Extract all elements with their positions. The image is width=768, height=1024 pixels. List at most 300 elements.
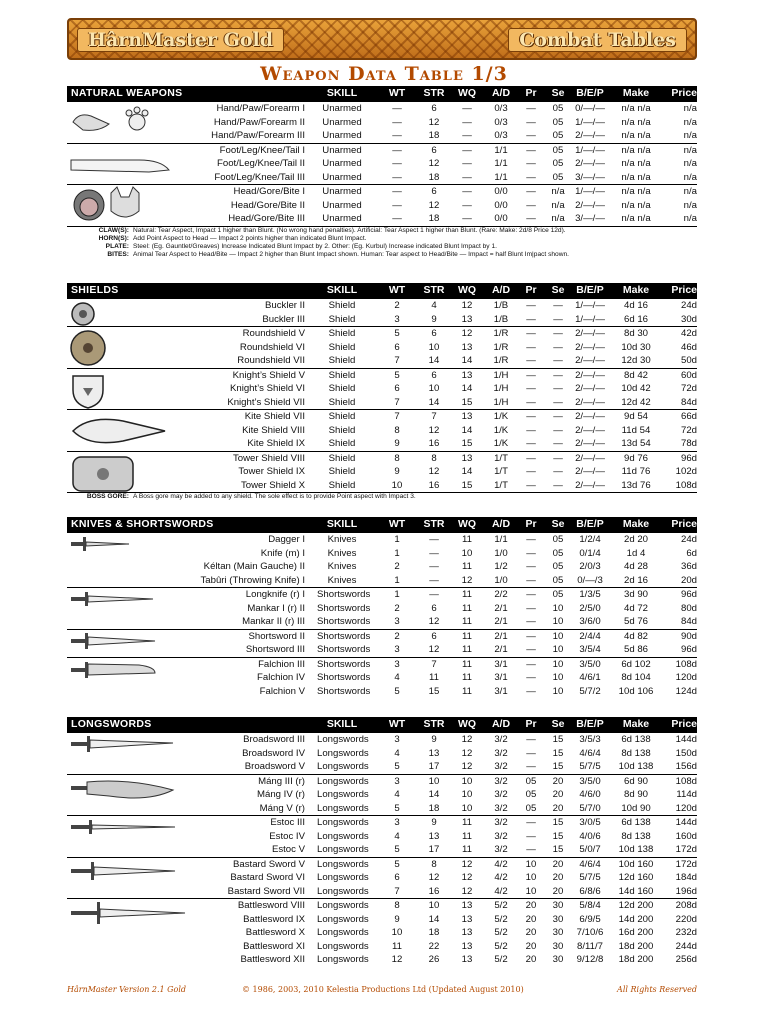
str-cell: 14 — [428, 355, 440, 366]
bep-cell: 2/—/— — [575, 466, 605, 477]
price-cell: 80d — [680, 602, 697, 614]
make-cell: 10d 138 — [618, 761, 654, 772]
str-cell: 12 — [428, 466, 440, 477]
make-cell: 8d 138 — [621, 830, 651, 842]
name-cell: Roundshield V — [242, 328, 305, 339]
name-cell: Battlesword X — [245, 927, 305, 938]
se-cell: 20 — [552, 872, 564, 883]
se-cell: — — [553, 479, 563, 491]
note-text: Add Point Aspect to Head — Impact 2 points higher than indicated Blunt Impact. — [133, 234, 367, 242]
ad-cell: 1/R — [493, 341, 509, 353]
wq-cell: 11 — [462, 672, 472, 683]
skill-cell: Shortswords — [317, 602, 371, 614]
se-cell: — — [553, 313, 563, 325]
se-cell: 20 — [552, 775, 564, 787]
str-cell: 7 — [431, 658, 437, 670]
ad-cell: 3/2 — [494, 830, 508, 842]
ad-cell: 1/0 — [494, 574, 508, 586]
pr-cell: — — [526, 589, 536, 600]
price-cell: n/a — [683, 144, 697, 156]
se-cell: 05 — [552, 103, 564, 114]
pr-cell: — — [526, 328, 536, 339]
make-cell: 6d 16 — [623, 313, 648, 325]
table-row — [67, 452, 697, 466]
se-cell: 05 — [552, 561, 564, 572]
column-header: Se — [551, 284, 565, 296]
wq-cell: — — [462, 158, 472, 169]
str-cell: — — [429, 534, 439, 545]
se-cell: — — [553, 438, 563, 449]
column-header: Pr — [525, 718, 537, 730]
name-cell: Hand/Paw/Forearm I — [216, 103, 305, 114]
name-cell: Máng III (r) — [258, 775, 305, 787]
column-header: STR — [423, 284, 445, 296]
bep-cell: 1/—/— — [575, 313, 605, 325]
wt-cell: — — [392, 171, 402, 183]
column-header: WT — [388, 284, 406, 296]
skill-cell: Shield — [328, 424, 356, 436]
price-cell: 90d — [680, 630, 697, 642]
skill-cell: Shield — [328, 438, 356, 449]
name-cell: Knife (m) I — [260, 547, 305, 559]
note-text: Animal Tear Aspect to Head/Bite — Impact 2 higher than Blunt Impact shown. Human: Tear aspect to Head/Bite — Impact = half Blunt Im|pact shown. — [133, 251, 569, 259]
wq-cell: 15 — [461, 438, 473, 449]
bep-cell: 2/—/— — [575, 341, 605, 353]
column-header: STR — [423, 718, 445, 730]
section-title: SHIELDS — [71, 284, 119, 296]
price-cell: 72d — [680, 383, 697, 394]
name-cell: Roundshield VI — [239, 341, 305, 353]
name-cell: Hand/Paw/Forearm II — [213, 116, 305, 128]
bep-cell: 2/—/— — [575, 369, 605, 381]
weapon-group — [67, 184, 697, 226]
table-row — [67, 913, 697, 927]
str-cell: 4 — [431, 300, 437, 311]
column-header: Price — [671, 518, 697, 530]
se-cell: 10 — [552, 644, 564, 655]
make-cell: 16d 200 — [618, 927, 654, 938]
name-cell: Head/Gore/Bite II — [230, 199, 305, 211]
make-cell: 12d 200 — [618, 900, 654, 911]
name-cell: Roundshield VII — [237, 355, 305, 366]
price-cell: 196d — [675, 885, 697, 897]
bep-cell: 1/—/— — [575, 116, 605, 128]
name-cell: Bastard Sword VI — [230, 872, 305, 883]
weapon-group — [67, 143, 697, 185]
wt-cell: 9 — [394, 438, 400, 449]
se-cell: 15 — [552, 830, 564, 842]
pr-cell: — — [526, 300, 536, 311]
pr-cell: — — [526, 199, 536, 211]
bep-cell: 3/5/0 — [579, 658, 601, 670]
pr-cell: — — [526, 452, 536, 464]
make-cell: n/a n/a — [621, 158, 651, 169]
ad-cell: 0/3 — [494, 116, 508, 128]
bep-cell: 0/—/— — [575, 103, 605, 114]
wt-cell: 7 — [394, 885, 400, 897]
wq-cell: — — [462, 186, 472, 197]
price-cell: n/a — [683, 158, 697, 169]
make-cell: 12d 42 — [621, 396, 651, 408]
pr-cell: — — [526, 747, 536, 759]
ad-cell: 5/2 — [494, 954, 508, 965]
pr-cell: 10 — [525, 885, 537, 897]
note-row — [67, 243, 697, 251]
weapon-group — [67, 326, 697, 368]
table-row — [67, 144, 697, 158]
table-row — [67, 547, 697, 561]
str-cell: 6 — [431, 328, 437, 339]
wt-cell: 4 — [394, 789, 400, 800]
column-header: Se — [551, 718, 565, 730]
make-cell: n/a n/a — [621, 103, 651, 114]
make-cell: 10d 160 — [618, 858, 654, 870]
skill-cell: Longswords — [317, 747, 369, 759]
column-header: WQ — [457, 718, 477, 730]
wq-cell: 11 — [462, 830, 472, 842]
price-cell: n/a — [683, 171, 697, 183]
wq-cell: 13 — [461, 411, 473, 422]
section-title: LONGSWORDS — [71, 718, 152, 730]
bep-cell: 2/—/— — [575, 452, 605, 464]
wt-cell: 11 — [392, 940, 402, 952]
bep-cell: 1/2/4 — [579, 534, 601, 545]
ad-cell: 0/3 — [494, 103, 508, 114]
ad-cell: 1/T — [494, 466, 508, 477]
bep-cell: 6/8/6 — [579, 885, 601, 897]
table-row — [67, 899, 697, 913]
note-label: HORN(S): — [98, 234, 129, 242]
name-cell: Foot/Leg/Knee/Tail II — [217, 158, 305, 169]
skill-cell: Knives — [327, 574, 357, 586]
wq-cell: 14 — [461, 355, 473, 366]
ad-cell: 4/2 — [494, 885, 508, 897]
make-cell: 6d 138 — [621, 734, 651, 745]
table-row — [67, 775, 697, 789]
ad-cell: 1/B — [493, 313, 509, 325]
str-cell: 6 — [431, 602, 437, 614]
wt-cell: 8 — [394, 424, 400, 436]
section-natural-weapons — [67, 86, 697, 260]
make-cell: 1d 4 — [626, 547, 646, 559]
make-cell: 10d 30 — [621, 341, 651, 353]
column-header: Se — [551, 87, 565, 99]
bep-cell: 3/0/5 — [579, 817, 601, 828]
name-cell: Head/Gore/Bite III — [228, 213, 305, 224]
skill-cell: Shield — [328, 369, 356, 381]
make-cell: 6d 138 — [621, 817, 651, 828]
wq-cell: — — [462, 199, 472, 211]
ad-cell: 3/2 — [494, 761, 508, 772]
ad-cell: 3/2 — [494, 802, 508, 814]
pr-cell: 20 — [525, 913, 537, 925]
bep-cell: 2/4/4 — [579, 630, 601, 642]
bep-cell: 6/9/5 — [579, 913, 601, 925]
wq-cell: 10 — [461, 802, 473, 814]
bep-cell: 2/—/— — [575, 328, 605, 339]
make-cell: 8d 42 — [623, 369, 648, 381]
se-cell: 10 — [552, 602, 564, 614]
bep-cell: 2/—/— — [575, 383, 605, 394]
se-cell: 15 — [552, 817, 564, 828]
table-row — [67, 588, 697, 602]
str-cell: — — [429, 561, 439, 572]
bep-cell: 2/—/— — [575, 199, 605, 211]
skill-cell: Longswords — [317, 802, 369, 814]
name-cell: Buckler III — [262, 313, 305, 325]
se-cell: 20 — [552, 885, 564, 897]
wq-cell: — — [462, 144, 472, 156]
wt-cell: 5 — [394, 858, 400, 870]
weapon-group — [67, 298, 697, 326]
pr-cell: 10 — [525, 858, 537, 870]
price-cell: n/a — [683, 130, 697, 141]
name-cell: Battlesword XI — [243, 940, 305, 952]
se-cell: — — [553, 452, 563, 464]
pr-cell: — — [526, 213, 536, 224]
bep-cell: 2/5/0 — [579, 602, 601, 614]
column-header: WQ — [457, 518, 477, 530]
price-cell: 96d — [680, 452, 697, 464]
pr-cell: — — [526, 644, 536, 655]
str-cell: 12 — [428, 158, 440, 169]
se-cell: 05 — [552, 534, 564, 545]
table-row — [67, 185, 697, 199]
ad-cell: 1/K — [493, 438, 509, 449]
wt-cell: — — [392, 103, 402, 114]
name-cell: Falchion IV — [257, 672, 305, 683]
column-header: WT — [388, 87, 406, 99]
table-row — [67, 760, 697, 774]
wq-cell: 11 — [462, 817, 472, 828]
ad-cell: 5/2 — [494, 900, 508, 911]
wq-cell: 11 — [462, 844, 472, 855]
column-header: STR — [423, 87, 445, 99]
make-cell: n/a n/a — [621, 186, 651, 197]
skill-cell: Unarmed — [322, 144, 362, 156]
pr-cell: — — [526, 383, 536, 394]
se-cell: — — [553, 369, 563, 381]
str-cell: 16 — [428, 885, 440, 897]
skill-cell: Longswords — [317, 734, 369, 745]
wt-cell: 3 — [394, 658, 400, 670]
table-row — [67, 299, 697, 313]
name-cell: Battlesword XII — [240, 954, 305, 965]
pr-cell: — — [526, 817, 536, 828]
se-cell: 05 — [552, 589, 564, 600]
skill-cell: Unarmed — [322, 186, 362, 197]
ad-cell: 2/1 — [494, 644, 508, 655]
str-cell: 9 — [431, 313, 437, 325]
str-cell: 11 — [429, 672, 439, 683]
price-cell: 124d — [675, 685, 697, 697]
bep-cell: 5/7/0 — [579, 802, 601, 814]
make-cell: 14d 160 — [618, 885, 654, 897]
pr-cell: — — [526, 396, 536, 408]
skill-cell: Longswords — [317, 927, 369, 938]
str-cell: 17 — [428, 844, 440, 855]
str-cell: 10 — [428, 383, 440, 394]
wt-cell: 6 — [394, 341, 400, 353]
skill-cell: Shortswords — [317, 589, 371, 600]
bep-cell: 1/—/— — [575, 186, 605, 197]
table-row — [67, 747, 697, 761]
ad-cell: 0/0 — [494, 186, 508, 197]
weapon-group — [67, 815, 697, 857]
column-header: SKILL — [326, 518, 358, 530]
wt-cell: 1 — [394, 574, 400, 586]
table-row — [67, 830, 697, 844]
page-footer — [67, 985, 697, 999]
str-cell: 12 — [428, 199, 440, 211]
wt-cell: 9 — [394, 466, 400, 477]
name-cell: Estoc III — [270, 817, 305, 828]
price-cell: 78d — [680, 438, 697, 449]
table-row — [67, 615, 697, 629]
wq-cell: 13 — [461, 313, 473, 325]
ad-cell: 1/1 — [494, 158, 508, 169]
table-row — [67, 816, 697, 830]
make-cell: 4d 28 — [623, 561, 648, 572]
se-cell: — — [553, 300, 563, 311]
table-row — [67, 129, 697, 143]
price-cell: 220d — [675, 913, 697, 925]
skill-cell: Knives — [327, 547, 357, 559]
str-cell: 22 — [428, 940, 440, 952]
skill-cell: Longswords — [317, 775, 369, 787]
name-cell: Knight’s Shield VI — [229, 383, 305, 394]
wt-cell: 2 — [394, 602, 400, 614]
ad-cell: 4/2 — [494, 872, 508, 883]
make-cell: 11d 54 — [621, 424, 651, 436]
table-row — [67, 685, 697, 699]
wt-cell: 12 — [391, 954, 403, 965]
wq-cell: 12 — [461, 858, 473, 870]
bep-cell: 3/5/4 — [579, 644, 601, 655]
name-cell: Shortsword II — [248, 630, 305, 642]
price-cell: 102d — [675, 466, 697, 477]
se-cell: 10 — [552, 658, 564, 670]
section-notes — [67, 492, 697, 501]
bep-cell: 5/8/4 — [579, 900, 601, 911]
ad-cell: 3/2 — [494, 844, 508, 855]
se-cell: 05 — [552, 547, 564, 559]
wt-cell: 3 — [394, 313, 400, 325]
table-row — [67, 479, 697, 493]
bep-cell: 9/12/8 — [576, 954, 604, 965]
table-row — [67, 658, 697, 672]
bep-cell: 2/—/— — [575, 355, 605, 366]
skill-cell: Shield — [328, 479, 356, 491]
make-cell: 4d 16 — [623, 300, 648, 311]
skill-cell: Longswords — [317, 885, 369, 897]
wt-cell: — — [392, 158, 402, 169]
ad-cell: 2/1 — [494, 630, 508, 642]
make-cell: n/a n/a — [621, 144, 651, 156]
name-cell: Tower Shield VIII — [233, 452, 305, 464]
ad-cell: 1/B — [493, 300, 509, 311]
pr-cell: 20 — [525, 954, 537, 965]
se-cell: — — [553, 396, 563, 408]
pr-cell: — — [526, 186, 536, 197]
note-label: BOSS GORE: — [86, 493, 129, 500]
name-cell: Estoc V — [271, 844, 305, 855]
ad-cell: 1/K — [493, 424, 509, 436]
bep-cell: 2/—/— — [575, 158, 605, 169]
str-cell: 10 — [428, 900, 440, 911]
str-cell: 6 — [431, 144, 437, 156]
skill-cell: Longswords — [317, 844, 369, 855]
skill-cell: Shortswords — [317, 672, 371, 683]
price-cell: 108d — [675, 775, 697, 787]
wt-cell: 1 — [394, 547, 400, 559]
wt-cell: 3 — [394, 644, 400, 655]
str-cell: 14 — [428, 789, 440, 800]
skill-cell: Unarmed — [322, 158, 362, 169]
make-cell: 6d 90 — [623, 775, 648, 787]
name-cell: Buckler II — [265, 300, 305, 311]
make-cell: n/a n/a — [621, 116, 651, 128]
make-cell: 5d 86 — [623, 644, 648, 655]
pr-cell: — — [526, 761, 536, 772]
se-cell: 05 — [552, 574, 564, 586]
table-row — [67, 354, 697, 368]
pr-cell: 20 — [525, 940, 537, 952]
price-cell: 24d — [680, 300, 697, 311]
se-cell: 05 — [552, 130, 564, 141]
str-cell: 8 — [431, 858, 437, 870]
se-cell: 30 — [552, 913, 564, 925]
column-header: Make — [622, 718, 650, 730]
se-cell: 30 — [552, 954, 564, 965]
wt-cell: 8 — [394, 452, 400, 464]
skill-cell: Unarmed — [322, 199, 362, 211]
wt-cell: 4 — [394, 830, 400, 842]
price-cell: 208d — [675, 900, 697, 911]
pr-cell: — — [526, 411, 536, 422]
make-cell: 9d 54 — [623, 411, 648, 422]
wt-cell: — — [392, 116, 402, 128]
note-text: Steel: (Eg. Gauntlet/Greaves) Increase Indicated Blunt Impact by 2. Other: (Eg. Kurbul) Increase indicated Blunt Impact by 1. — [133, 243, 497, 251]
weapon-group — [67, 409, 697, 451]
str-cell: 14 — [428, 913, 440, 925]
footer-copyright: © 1986, 2003, 2010 Kelestia Productions Ltd (Updated August 2010) — [242, 985, 524, 994]
price-cell: 30d — [680, 313, 697, 325]
wq-cell: 14 — [461, 383, 473, 394]
skill-cell: Shield — [328, 328, 356, 339]
skill-cell: Shortswords — [317, 658, 371, 670]
se-cell: 20 — [552, 789, 564, 800]
pr-cell: — — [526, 616, 536, 627]
skill-cell: Unarmed — [322, 171, 362, 183]
ad-cell: 2/1 — [494, 602, 508, 614]
str-cell: 8 — [431, 452, 437, 464]
column-header: A/D — [491, 87, 511, 99]
table-row — [67, 843, 697, 857]
ad-cell: 0/0 — [494, 199, 508, 211]
skill-cell: Shield — [328, 452, 356, 464]
wt-cell: 2 — [394, 561, 400, 572]
bep-cell: 4/6/4 — [579, 747, 601, 759]
pr-cell: — — [526, 130, 536, 141]
skill-cell: Unarmed — [322, 103, 362, 114]
wq-cell: 11 — [462, 534, 472, 545]
name-cell: Foot/Leg/Knee/Tail I — [219, 144, 305, 156]
wt-cell: 1 — [394, 534, 400, 545]
price-cell: n/a — [683, 199, 697, 211]
make-cell: 8d 104 — [621, 672, 651, 683]
wt-cell: 4 — [394, 672, 400, 683]
